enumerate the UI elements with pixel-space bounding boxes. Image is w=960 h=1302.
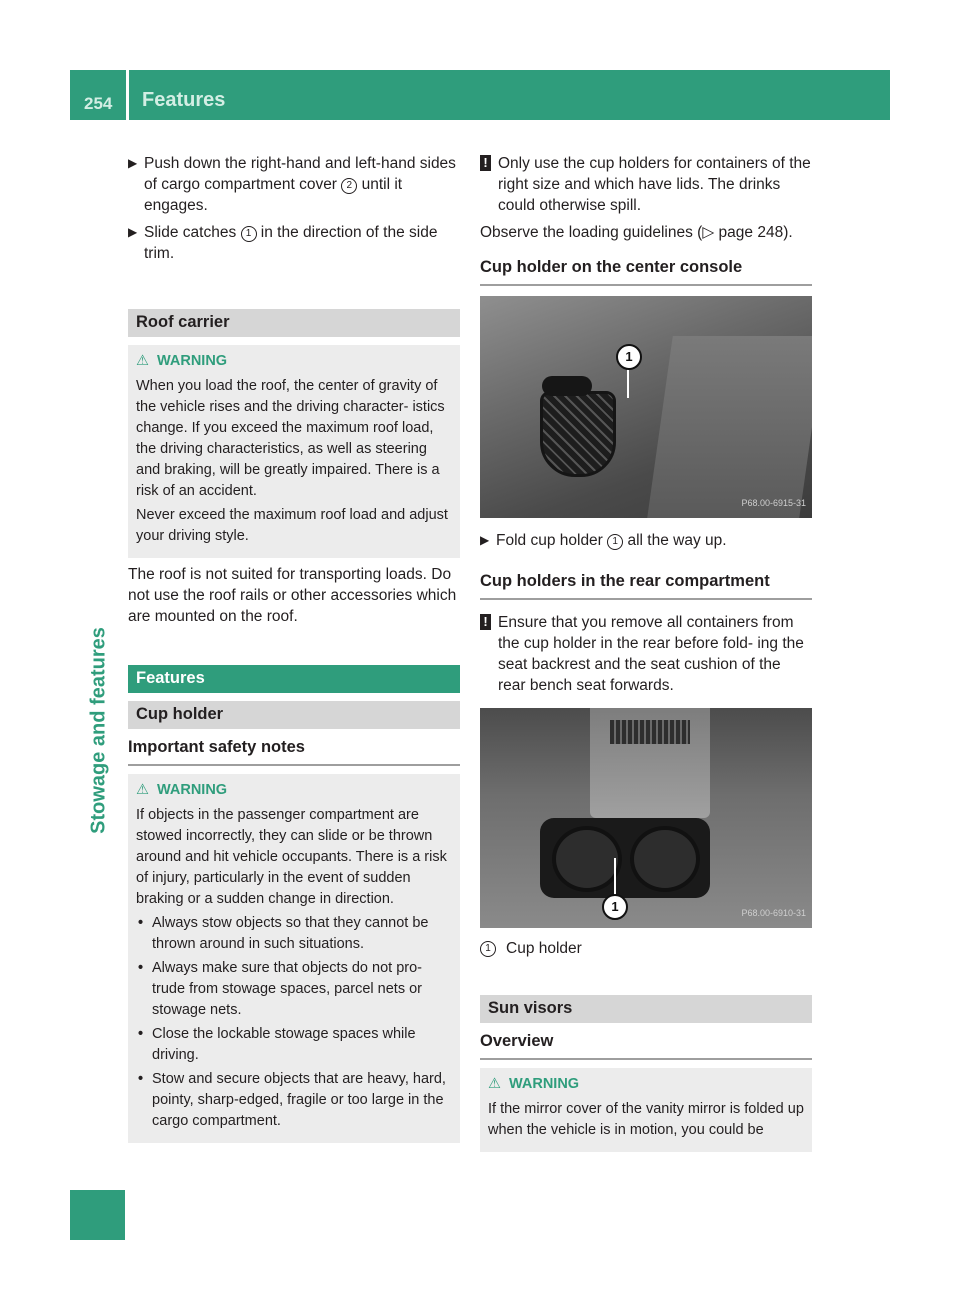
chapter-tab [84, 585, 114, 885]
body-text: The roof is not suited for transporting loads. Do not use the roof rails or other accessories which are mounted on the roof. [128, 566, 457, 625]
instruction-step: ▶ Fold cup holder 1 all the way up. [480, 532, 727, 549]
sun-visors-heading: Sun visors [480, 995, 812, 1023]
warning-box [480, 1068, 812, 1152]
cup-holder-net [540, 391, 616, 477]
callout-number: 1 [602, 894, 628, 920]
overview-heading: Overview [480, 1031, 812, 1060]
bullet-item: • Always stow objects so that they cannot be thrown around in such situations. [138, 915, 429, 952]
safety-notes-heading: Important safety notes [128, 737, 460, 766]
notice: ! Ensure that you remove all containers from the cup holder in the rear before fold- ing the seat backrest and the seat cushion of the rear bench seat forwards. [480, 612, 812, 696]
warning-box [128, 345, 460, 558]
roof-carrier-heading: Roof carrier [128, 309, 460, 337]
bullet-item: • Stow and secure objects that are heavy, hard, pointy, sharp-edged, fragile or too large in the cargo compartment. [138, 1071, 446, 1129]
warning-title: ⚠ WARNING [488, 1074, 804, 1095]
center-console-heading: Cup holder on the center console [480, 257, 812, 286]
body-text: Observe the loading guidelines (▷ page 248). [480, 224, 793, 241]
warning-text: When you load the roof, the center of gravity of the vehicle rises and the driving character- istics change. If you exceed the maximum roof load, the driving characteristics, as well as steering and braking, will be greatly impaired. There is a risk of an accident. [136, 378, 445, 499]
cup-ring-left [552, 826, 622, 892]
console-panel [647, 336, 812, 518]
warning-triangle-icon: ⚠ [488, 1076, 501, 1092]
page-header [70, 70, 890, 120]
warning-triangle-icon: ⚠ [136, 353, 149, 369]
notice-icon: ! [480, 614, 491, 630]
callout-number: 1 [616, 344, 642, 370]
notice: ! Only use the cup holders for containers of the right size and which have lids. The drinks could otherwise spill. [480, 153, 812, 216]
bullet-item: • Always make sure that objects do not pro- trude from stowage spaces, parcel nets or stowage nets. [138, 960, 422, 1018]
cup-ring-right [630, 826, 700, 892]
rear-cup-holder-photo [480, 708, 812, 928]
callout-number: 1 [607, 534, 623, 550]
callout-number: 1 [241, 226, 257, 242]
step-arrow-icon: ▶ [128, 156, 138, 170]
photo-reference: P68.00-6910-31 [741, 908, 806, 918]
right-column [480, 153, 812, 1152]
figure-legend: 1 Cup holder [480, 938, 812, 959]
cup-holder-heading: Cup holder [128, 701, 460, 729]
step-arrow-icon: ▶ [128, 225, 138, 239]
callout-number: 1 [480, 941, 496, 957]
cup-holder-rim [542, 376, 592, 396]
left-column [128, 153, 460, 1143]
center-console-photo [480, 296, 812, 518]
step-arrow-icon: ▶ [480, 533, 490, 547]
warning-box [128, 774, 460, 1143]
instruction-step: ▶ Push down the right-hand and left-hand sides of cargo compartment cover 2 until it engages. [128, 155, 456, 214]
warning-text: If the mirror cover of the vanity mirror is folded up when the vehicle is in motion, you could be [488, 1101, 804, 1138]
chapter-marker [70, 1190, 125, 1240]
instruction-step: ▶ Slide catches 1 in the direction of the side trim. [128, 224, 438, 262]
air-vent [610, 720, 690, 744]
bullet-item: • Close the lockable stowage spaces while driving. [138, 1026, 416, 1063]
features-heading: Features [128, 665, 460, 693]
warning-title: ⚠ WARNING [136, 780, 452, 801]
callout-number: 2 [341, 178, 357, 194]
warning-text: If objects in the passenger compartment are stowed incorrectly, they can slide or be thrown around and hit vehicle occupants. There is a risk of injury, particularly in the event of sudden braking or a sudden change in direction. [136, 807, 447, 907]
page-ref-arrow-icon: ▷ [702, 224, 715, 241]
warning-triangle-icon: ⚠ [136, 782, 149, 798]
notice-icon: ! [480, 155, 491, 171]
header-divider [126, 70, 129, 120]
page-number: 254 [84, 94, 113, 113]
section-title: Features [142, 89, 226, 111]
rear-compartment-heading: Cup holders in the rear compartment [480, 571, 812, 600]
warning-text: Never exceed the maximum roof load and adjust your driving style. [136, 507, 448, 544]
warning-title: ⚠ WARNING [136, 351, 452, 372]
chapter-label: Stowage and features [87, 627, 110, 834]
photo-reference: P68.00-6915-31 [741, 498, 806, 508]
